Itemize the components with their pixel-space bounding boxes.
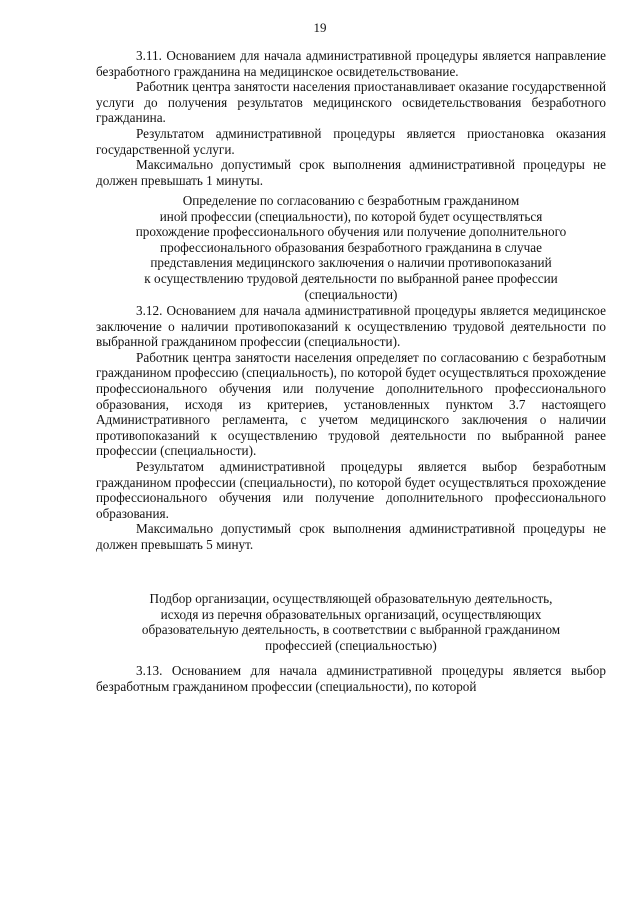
section-heading-alt-profession <box>96 193 606 302</box>
heading-line: образовательную деятельность, в соответствии с выбранной гражданином <box>141 622 561 638</box>
paragraph: Работник центра занятости населения определяет по согласованию с безработным гражданином профессию (специальность), по которой будет осуществляться прохождение профессионального обучения или получение дополнительного профессионального образования, исходя из критериев, установленных пунктом 3.7 настоящего Административного регламента, с учетом медицинского заключения о наличии противопоказаний к осуществлению трудовой деятельности по выбранной ранее профессии (специальности). <box>96 349 606 459</box>
section-3-11 <box>96 48 606 188</box>
heading-line: профессией (специальностью) <box>265 637 437 653</box>
paragraph: Максимально допустимый срок выполнения административной процедуры не должен превышать 5 минут. <box>96 521 606 552</box>
heading-line: прохождение профессионального обучения или получение дополнительного <box>135 224 567 240</box>
paragraph: 3.11. Основанием для начала административной процедуры является направление безработного гражданина на медицинское освидетельствование. <box>96 48 606 79</box>
paragraph: 3.13. Основанием для начала административной процедуры является выбор безработным гражданином профессии (специальности), по которой <box>96 663 606 694</box>
section-3-13 <box>96 663 606 694</box>
heading-line: профессионального образования безработного гражданина в случае <box>160 239 542 255</box>
section-3-12 <box>96 303 606 553</box>
heading-line: Подбор организации, осуществляющей образовательную деятельность, <box>149 591 553 606</box>
heading-line: Определение по согласованию с безработным гражданином <box>182 193 520 208</box>
paragraph: Работник центра занятости населения приостанавливает оказание государственной услуги до получения результатов медицинского освидетельствования безработного гражданина. <box>96 79 606 126</box>
heading-line: иной профессии (специальности), по которой будет осуществляться <box>159 208 543 224</box>
paragraph: Результатом административной процедуры является выбор безработным гражданином профессии (специальности), по которой будет осуществляться прохождение профессионального обучения или получение дополнительного профессионального образования. <box>96 458 606 521</box>
paragraph: Максимально допустимый срок выполнения административной процедуры не должен превышать 1 минуты. <box>96 157 606 188</box>
heading-line: исходя из перечня образовательных организаций, осуществляющих <box>160 606 542 622</box>
heading-line: представления медицинского заключения о наличии противопоказаний <box>150 255 552 271</box>
page-number: 19 <box>313 20 327 35</box>
heading-line: к осуществлению трудовой деятельности по выбранной ранее профессии <box>144 270 558 286</box>
section-heading-organization <box>96 591 606 653</box>
heading-line: (специальности) <box>304 286 398 302</box>
paragraph: Результатом административной процедуры является приостановка оказания государственной услуги. <box>96 125 606 157</box>
paragraph: 3.12. Основанием для начала административной процедуры является медицинское заключение о наличии противопоказаний к осуществлению трудовой деятельности по выбранной гражданином профессии (специальности). <box>96 303 606 350</box>
